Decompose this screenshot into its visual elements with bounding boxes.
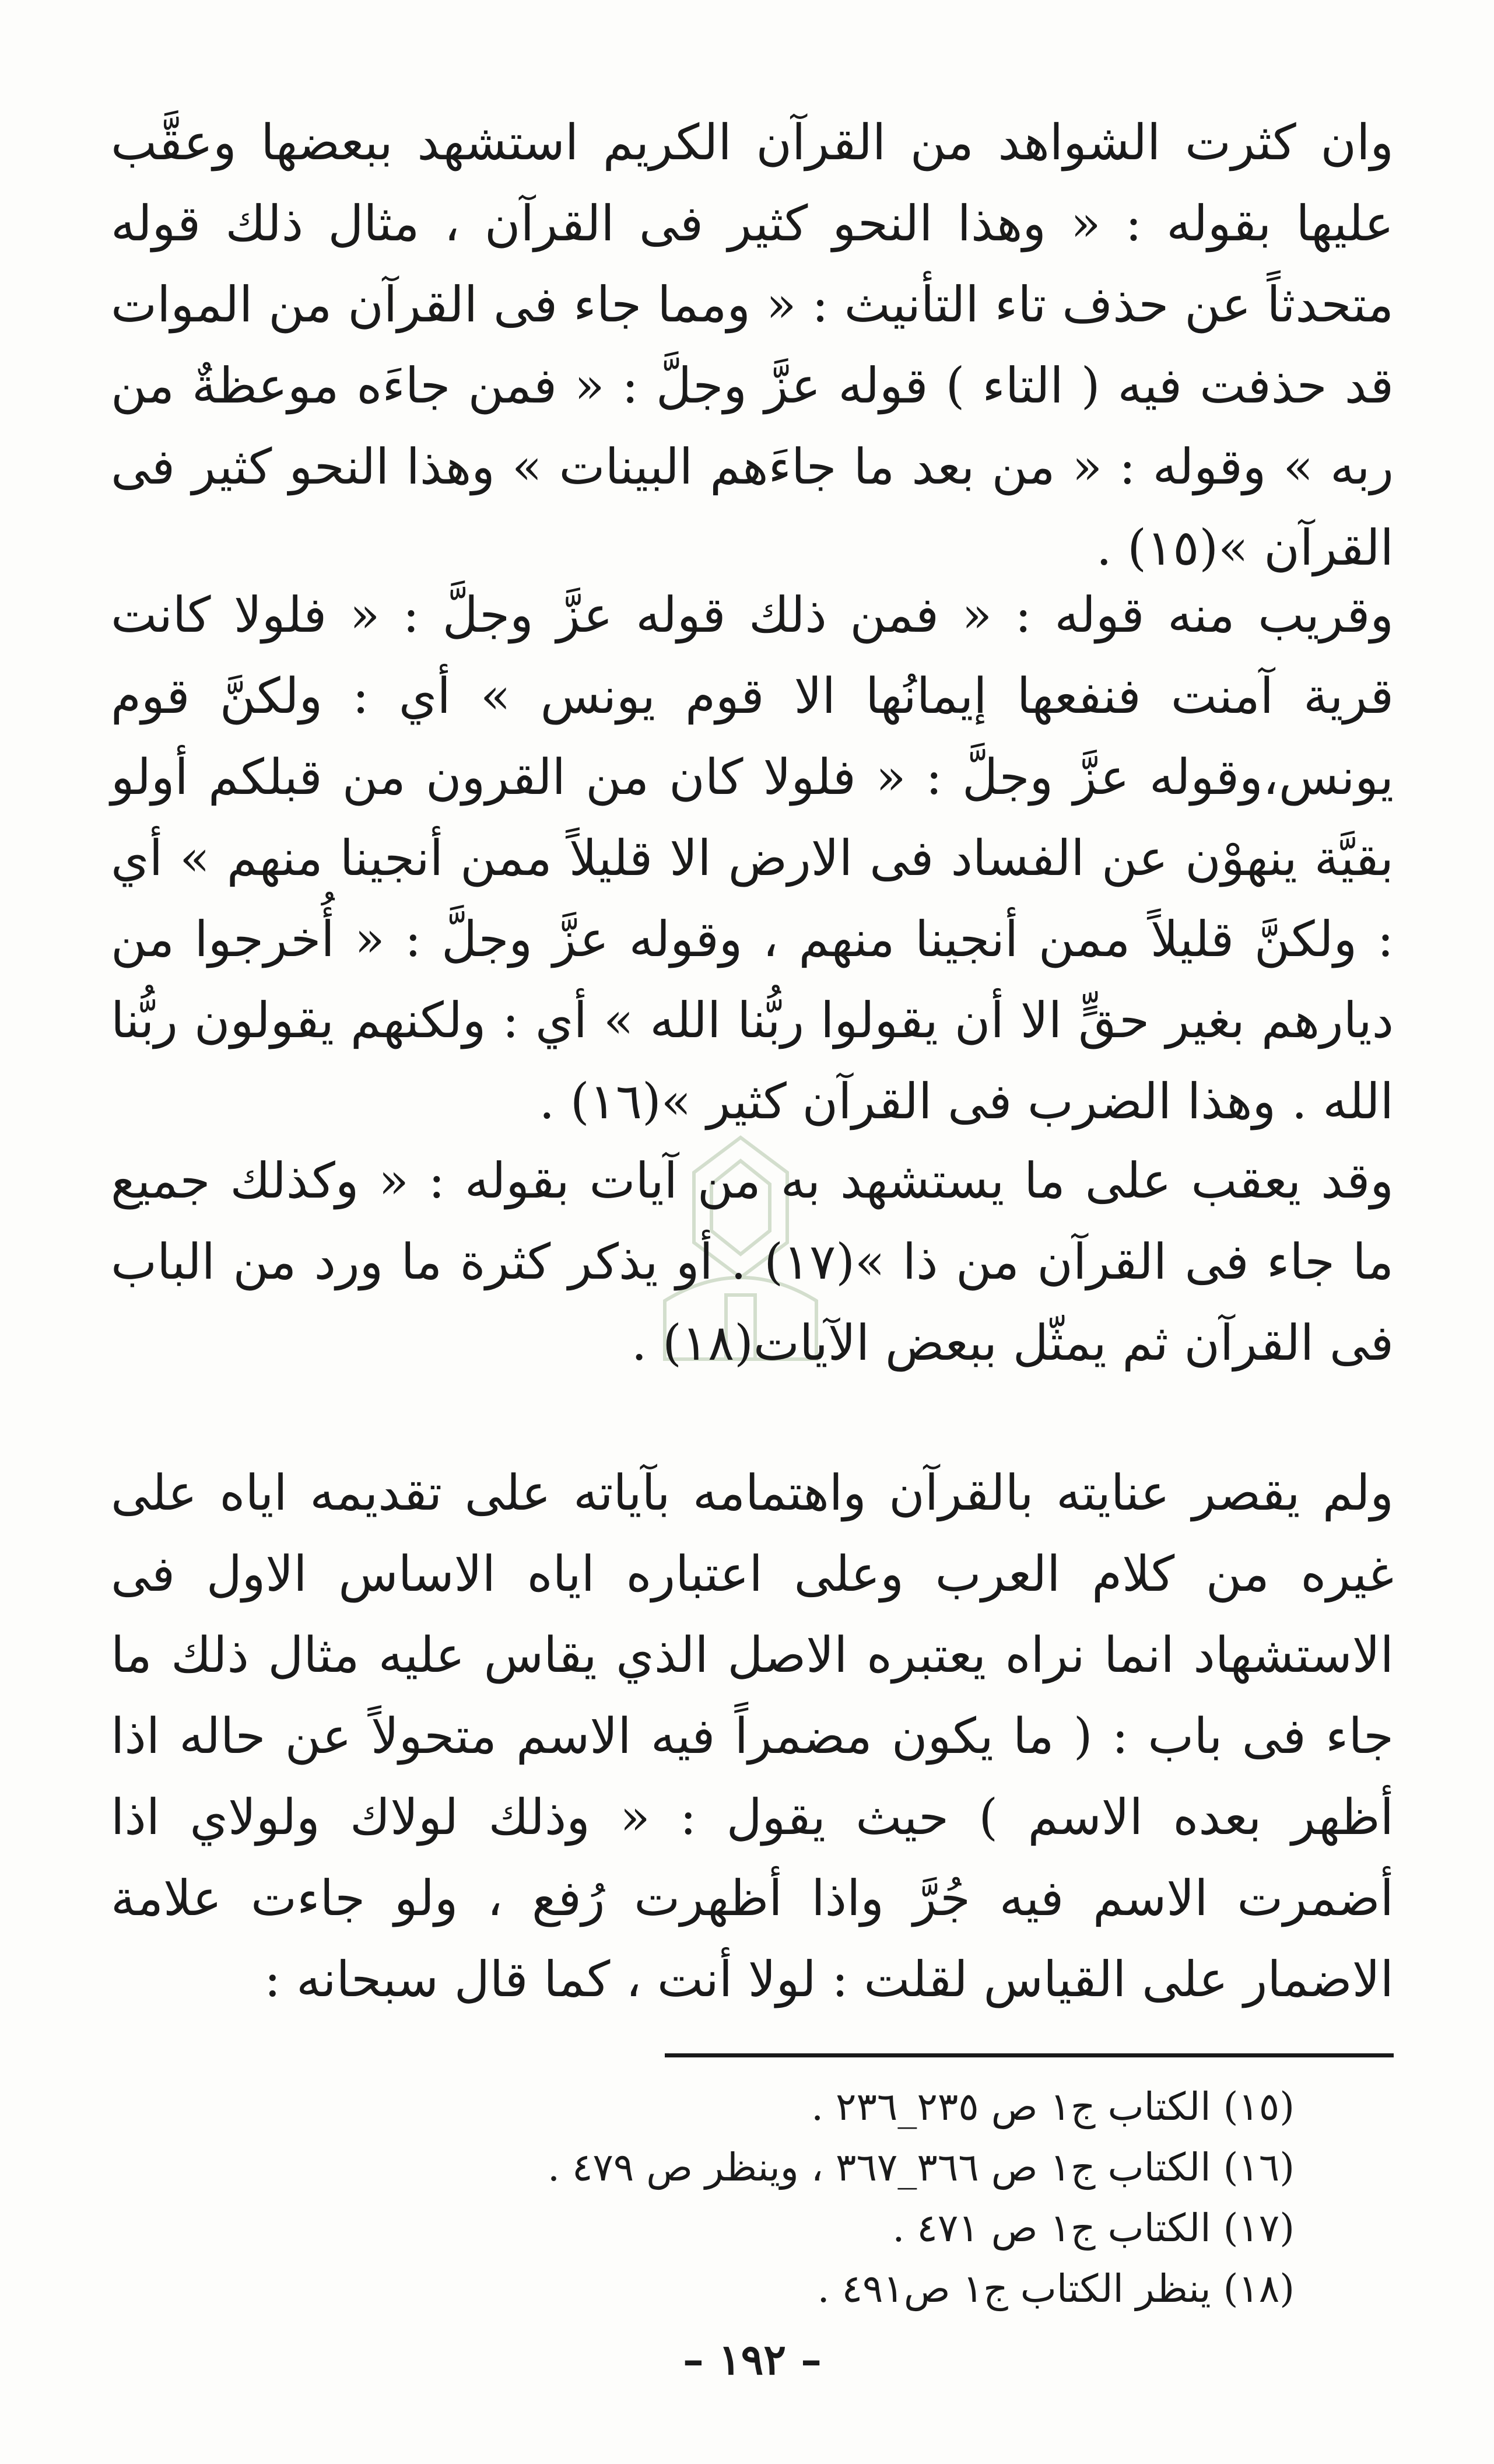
footnotes	[292, 2077, 1295, 2319]
footnote-divider	[665, 2053, 1394, 2057]
paragraph-3	[111, 1140, 1394, 1384]
paragraph-text: ولم يقصر عنايته بالقرآن واهتمامه بآياته على تقديمه اياه على غيره من كلام العرب وعلى اعتباره اياه الاساس الاول فى الاستشهاد انما نراه يعتبره الاصل الذي يقاس عليه مثال ذلك ما جاء فى باب : ( ما يكون مضمراً فيه الاسم متحولاً عن حاله اذا أظهر بعده الاسم ) حيث يقول : « وذلك لولاك ولولاي اذا أضمرت الاسم فيه جُرَّ واذا أظهرت رُفع ، ولو جاءت علامة الاضمار على القياس لقلت : لولا أنت ، كما قال سبحانه :	[111, 1464, 1394, 2008]
paragraph-1	[111, 102, 1394, 589]
paragraph-text: وقد يعقب على ما يستشهد به من آيات بقوله : « وكذلك جميع ما جاء فى القرآن من ذا »(١٧) . أو يذكر كثرة ما ورد من الباب فى القرآن ثم يمثّل ببعض الآيات(١٨) .	[111, 1152, 1394, 1371]
paragraph-4	[111, 1452, 1394, 2020]
paragraph-2	[111, 575, 1394, 1142]
paragraph-text: وان كثرت الشواهد من القرآن الكريم استشهد ببعضها وعقَّب عليها بقوله : « وهذا النحو كثير فى القرآن ، مثال ذلك قوله متحدثاً عن حذف تاء التأنيث : « ومما جاء فى القرآن من الموات قد حذفت فيه ( التاء ) قوله عزَّ وجلَّ : « فمن جاءَه موعظةٌ من ربه » وقوله : « من بعد ما جاءَهم البينات » وهذا النحو كثير فى القرآن »(١٥) .	[111, 114, 1394, 576]
paragraph-text: وقريب منه قوله : « فمن ذلك قوله عزَّ وجلَّ : « فلولا كانت قرية آمنت فنفعها إيمانُها الا قوم يونس » أي : ولكنَّ قوم يونس،وقوله عزَّ وجلَّ : « فلولا كان من القرون من قبلكم أولو بقيَّة ينهوْن عن الفساد فى الارض الا قليلاً ممن أنجينا منهم » أي : ولكنَّ قليلاً ممن أنجينا منهم ، وقوله عزَّ وجلَّ : « أُخرجوا من ديارهم بغير حقٍّ الا أن يقولوا ربُّنا الله » أي : ولكنهم يقولون ربُّنا الله . وهذا الضرب فى القرآن كثير »(١٦) .	[111, 586, 1394, 1130]
footnote-18: (١٨) ينظر الكتاب ج١ ص٤٩١ .	[817, 2266, 1295, 2311]
footnote-15: (١٥) الكتاب ج١ ص ٢٣٥_٢٣٦ .	[811, 2084, 1295, 2129]
page-number: – ١٩٢ –	[682, 2334, 822, 2384]
footnote-16: (١٦) الكتاب ج١ ص ٣٦٦_٣٦٧ ، وينظر ص ٤٧٩ .	[547, 2145, 1295, 2190]
footnote-17: (١٧) الكتاب ج١ ص ٤٧١ .	[892, 2206, 1295, 2250]
